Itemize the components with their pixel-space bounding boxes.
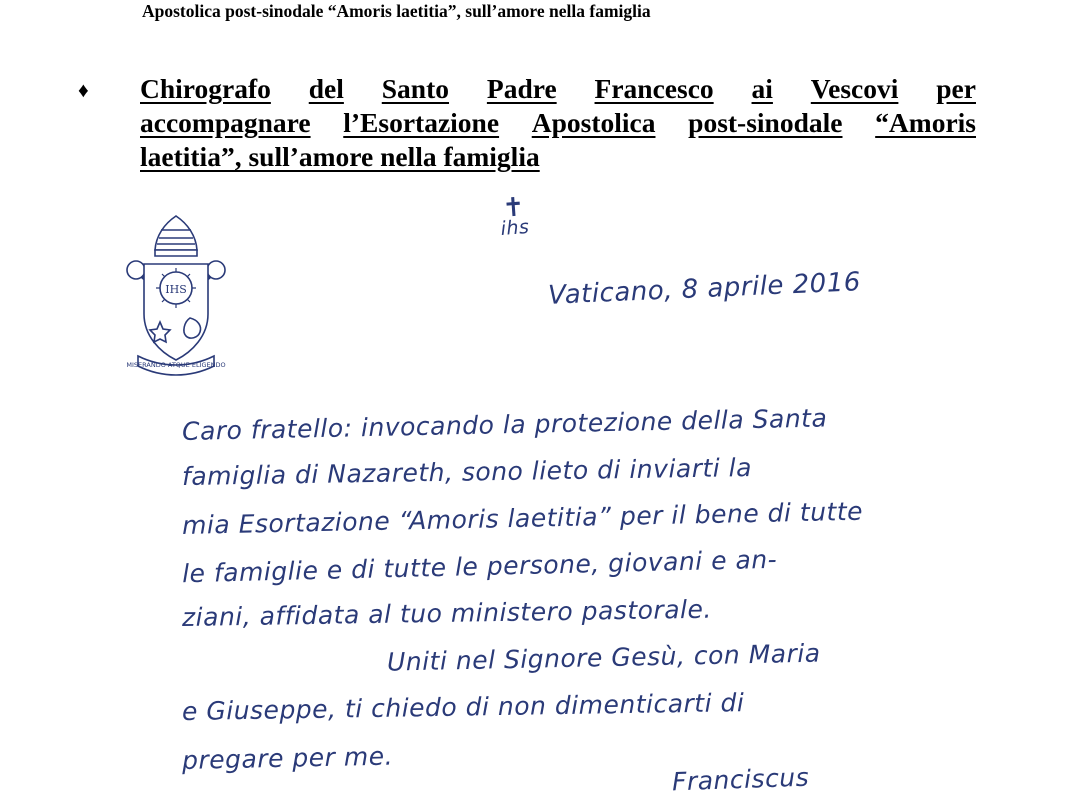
section-heading xyxy=(78,72,976,174)
bullet-icon: ♦ xyxy=(78,78,89,102)
cross-icon: ✝ xyxy=(501,192,526,224)
handwritten-letter xyxy=(0,180,1072,794)
cross-mark xyxy=(499,192,531,240)
letter-line: Uniti nel Signore Gesù, con Maria xyxy=(386,638,821,677)
heading-word: Apostolica xyxy=(531,107,656,138)
heading-word: “Amoris xyxy=(875,107,976,138)
heading-word: Vescovi xyxy=(810,73,899,104)
heading-line-2 xyxy=(140,106,976,140)
heading-line-3: laetitia”, sull’amore nella famiglia xyxy=(140,141,540,172)
letter-line: Caro fratello: invocando la protezione della Santa xyxy=(181,403,828,446)
heading-word: per xyxy=(936,73,976,104)
signature: Franciscus xyxy=(671,762,810,796)
heading-word: Francesco xyxy=(594,73,714,104)
heading-word: ai xyxy=(751,73,773,104)
letter-line: le famiglie e di tutte le persone, giovani e an- xyxy=(181,544,778,589)
heading-word: Padre xyxy=(486,73,557,104)
heading-line-1 xyxy=(140,72,976,106)
svg-text:IHS: IHS xyxy=(165,283,187,296)
letter-line: ziani, affidata al tuo ministero pastorale. xyxy=(181,594,713,632)
letter-body xyxy=(182,400,942,776)
papal-coat-of-arms-icon xyxy=(112,210,240,380)
coat-motto: MISERANDO ATQUE ELIGENDO xyxy=(126,361,226,369)
letter-line: mia Esortazione “Amoris laetitia” per il bene di tutte xyxy=(181,496,864,540)
letter-line: famiglia di Nazareth, sono lieto di inviarti la xyxy=(181,453,753,491)
place-and-date: Vaticano, 8 aprile 2016 xyxy=(547,267,862,311)
heading-word: Santo xyxy=(381,73,450,104)
heading-word: l’Esortazione xyxy=(343,107,500,138)
heading-word: post-sinodale xyxy=(688,107,843,138)
cross-subscript: ihs xyxy=(499,216,531,240)
heading-word: accompagnare xyxy=(140,107,311,138)
letter-line: e Giuseppe, ti chiedo di non dimenticarti di xyxy=(181,688,745,726)
letter-line: pregare per me. xyxy=(181,741,394,775)
heading-text xyxy=(140,72,976,174)
heading-word: Chirografo xyxy=(140,73,271,104)
running-header: Apostolica post-sinodale “Amoris laetitia”, sull’amore nella famiglia xyxy=(142,1,651,21)
heading-word: del xyxy=(308,73,344,104)
